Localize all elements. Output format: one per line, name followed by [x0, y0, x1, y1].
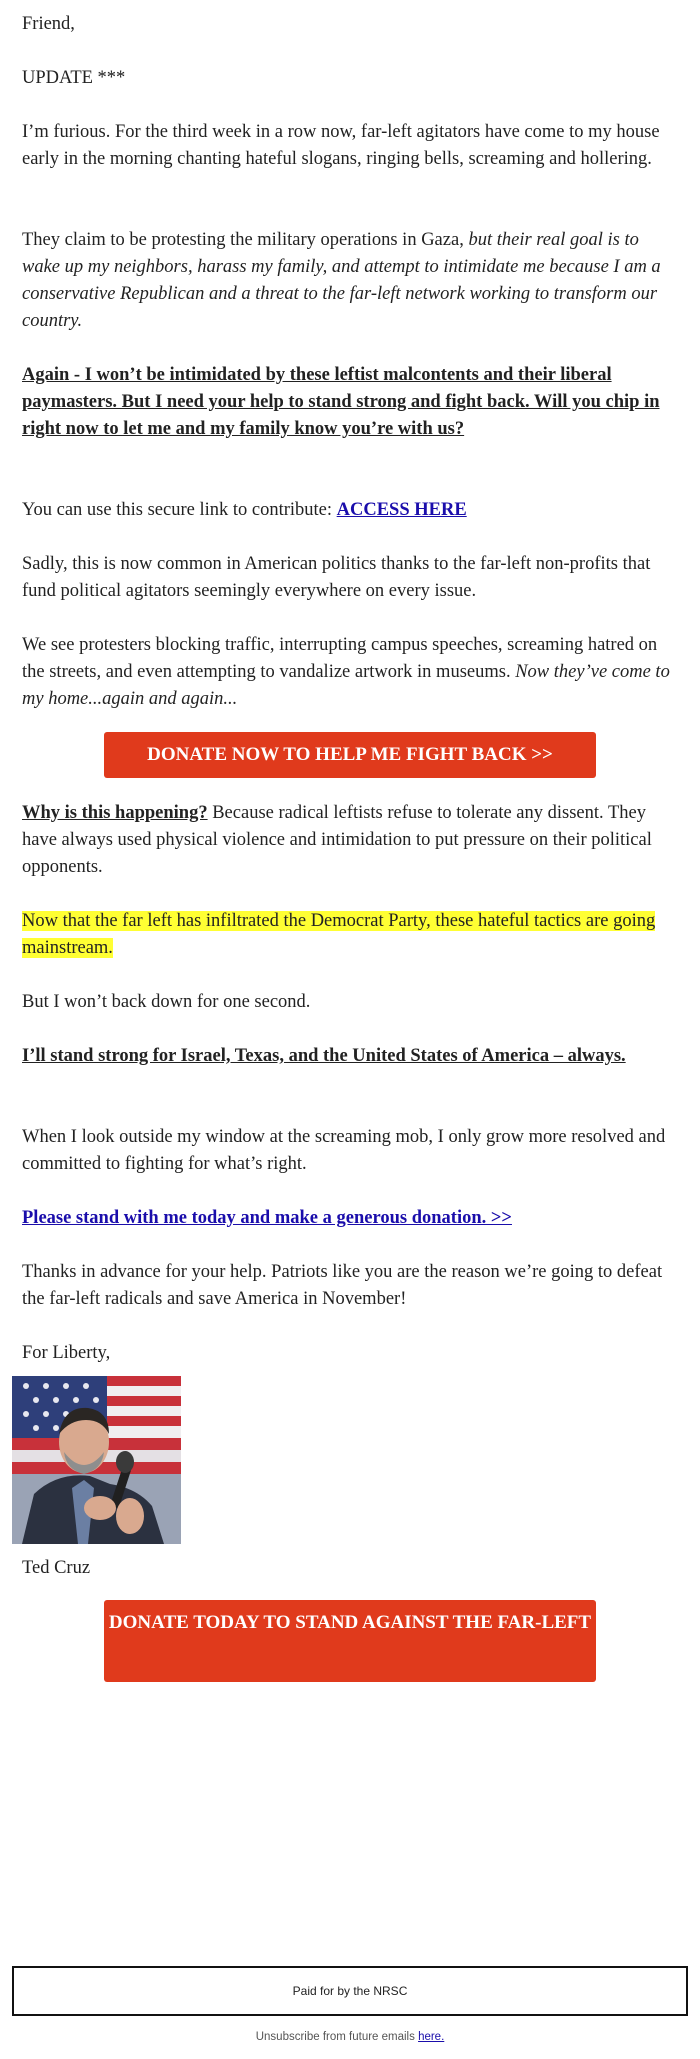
update-heading: UPDATE ***	[22, 68, 126, 88]
paragraph-window: When I look outside my window at the screaming mob, I only grow more resolved and committed to fighting for what’s right.	[22, 1127, 666, 1174]
paragraph-protesters-italic: Now they’ve come to my home...again and again...	[22, 662, 670, 709]
paragraph-highlight	[22, 908, 672, 962]
paragraph-donate-link	[22, 1205, 672, 1232]
paragraph-why: Why is this happening? Because radical leftists refuse to tolerate any dissent. They have always used physical violence and intimidation to put pressure on their political opponents.	[22, 803, 652, 877]
signoff: For Liberty,	[22, 1343, 111, 1363]
paragraph-thanks: Thanks in advance for your help. Patriots like you are the reason we’re going to defeat the far-left radicals and save America in November!	[22, 1262, 663, 1309]
paid-for-disclaimer: Paid for by the NRSC	[12, 1966, 688, 2016]
portrait-image	[12, 1376, 181, 1544]
paragraph-gaza-italic: but their real goal is to wake up my neighbors, harass my family, and attempt to intimidate me because I am a conservative Republican and a threat to the far-left network working to transform our country.	[22, 230, 661, 331]
greeting: Friend,	[22, 14, 75, 34]
donate-stand-against-button[interactable]: DONATE TODAY TO STAND AGAINST THE FAR-LEFT	[104, 1600, 596, 1682]
why-heading: Why is this happening?	[22, 803, 208, 823]
paragraph-furious: I’m furious. For the third week in a row now, far-left agitators have come to my house early in the morning chanting hateful slogans, ringing bells, screaming and hollering.	[22, 122, 660, 169]
paragraph-contribute: You can use this secure link to contribute: ACCESS HERE	[22, 500, 467, 520]
paragraph-appeal: Again - I won’t be intimidated by these leftist malcontents and their liberal paymasters. But I need your help to stand strong and fight back. Will you chip in right now to let me and my family know you’re with us?	[22, 365, 660, 439]
signature-name: Ted Cruz	[22, 1558, 91, 1578]
paragraph-stand-strong: I’ll stand strong for Israel, Texas, and the United States of America – always.	[22, 1046, 626, 1066]
unsubscribe-link[interactable]: here.	[418, 2031, 445, 2043]
ted-cruz-photo	[12, 1376, 181, 1544]
generous-donation-link[interactable]: Please stand with me today and make a generous donation. >>	[22, 1208, 512, 1228]
highlighted-text: Now that the far left has infiltrated the Democrat Party, these hateful tactics are going mainstream.	[22, 911, 656, 958]
paragraph-nonprofits: Sadly, this is now common in American politics thanks to the far-left non-profits that fund political agitators seemingly everywhere on every issue.	[22, 554, 651, 601]
paragraph-protesters: We see protesters blocking traffic, interrupting campus speeches, screaming hatred on the streets, and even attempting to vandalize artwork in museums. Now they’ve come to my home...again and again...	[22, 635, 670, 709]
donate-fight-back-button[interactable]: DONATE NOW TO HELP ME FIGHT BACK >>	[104, 732, 596, 778]
unsubscribe-footer: Unsubscribe from future emails here.	[255, 2031, 445, 2043]
paragraph-gaza: They claim to be protesting the military operations in Gaza, but their real goal is to wake up my neighbors, harass my family, and attempt to intimidate me because I am a conservative Republican and a threat to the far-left network working to transform our country.	[22, 230, 661, 331]
access-here-link[interactable]: ACCESS HERE	[336, 500, 467, 520]
paragraph-back-down: But I won’t back down for one second.	[22, 992, 311, 1012]
